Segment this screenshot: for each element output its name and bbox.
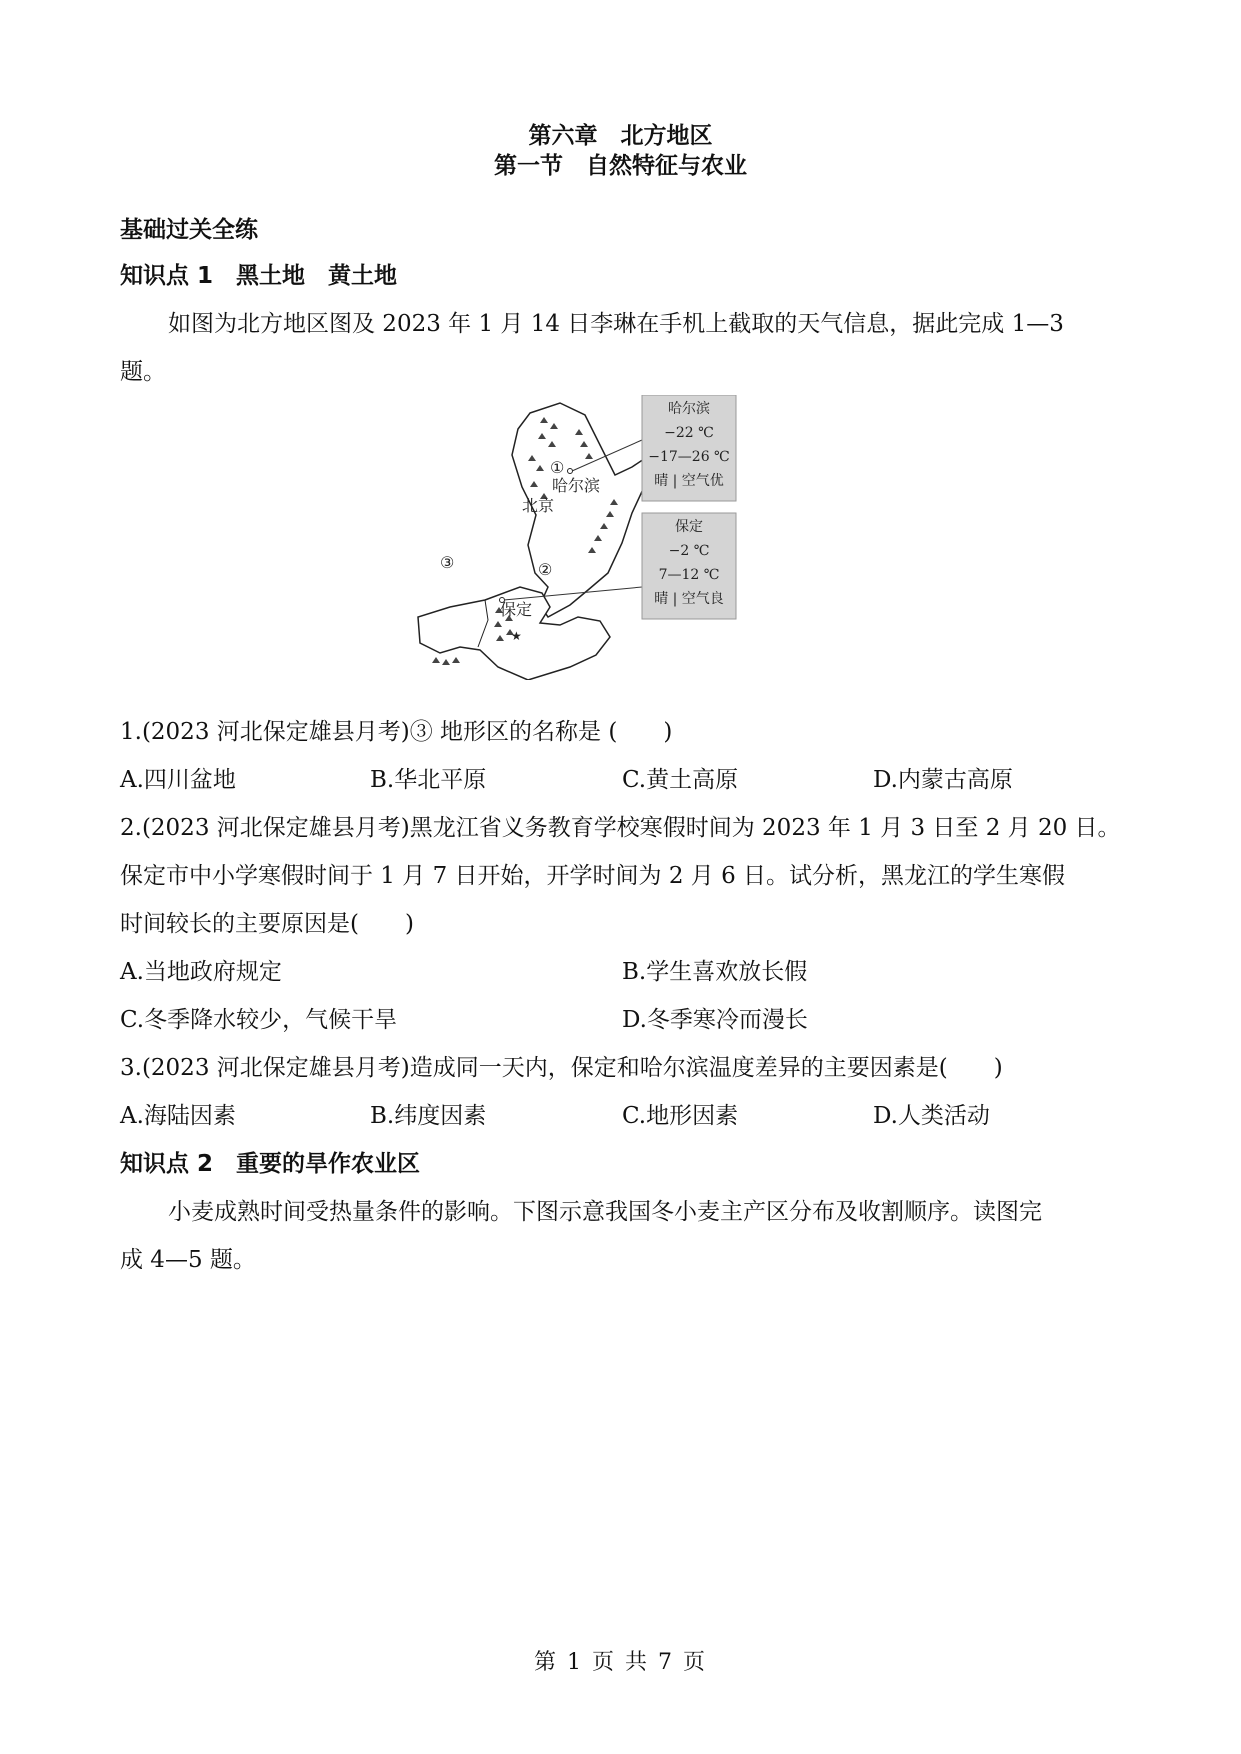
knowledge-point-2-heading: 知识点 2 重要的旱作农业区: [120, 1151, 421, 1177]
practice-heading: 基础过关全练: [120, 217, 258, 243]
question-3-option-b: B.纬度因素: [370, 1103, 487, 1129]
question-1-stem: 1.(2023 河北保定雄县月考)③ 地形区的名称是 ( ): [120, 719, 673, 745]
question-3-option-d: D.人类活动: [873, 1103, 990, 1129]
region-mark-1: ①: [550, 458, 565, 477]
baoding-box-temp: −2 ℃: [668, 543, 710, 559]
baoding-box-city: 保定: [675, 519, 703, 535]
question-2-stem-line-1: 2.(2023 河北保定雄县月考)黑龙江省义务教育学校寒假时间为 2023 年 1 月 3 日至 2 月 20 日。: [120, 815, 1121, 841]
intro-paragraph-1-line-1: 如图为北方地区图及 2023 年 1 月 14 日李琳在手机上截取的天气信息，据此完成 1—3: [168, 311, 1064, 337]
section-title: 第一节 自然特征与农业: [494, 153, 747, 179]
question-1-option-d: D.内蒙古高原: [873, 767, 1013, 793]
page-footer: 第 1 页 共 7 页: [534, 1650, 707, 1675]
harbin-box-temp: −22 ℃: [664, 425, 714, 441]
north-china-map-figure: [410, 395, 830, 680]
question-1-option-c: C.黄土高原: [622, 767, 739, 793]
chapter-title: 第六章 北方地区: [528, 123, 713, 149]
baoding-box-range: 7—12 ℃: [658, 567, 720, 583]
intro-paragraph-2-line-1: 小麦成熟时间受热量条件的影响。下图示意我国冬小麦主产区分布及收割顺序。读图完: [168, 1199, 1042, 1225]
harbin-box-weather: 晴 | 空气优: [654, 473, 724, 489]
question-3-stem: 3.(2023 河北保定雄县月考)造成同一天内，保定和哈尔滨温度差异的主要因素是( ): [120, 1055, 1003, 1081]
beijing-star-icon: ★: [511, 629, 522, 643]
label-harbin: 哈尔滨: [552, 476, 601, 495]
label-beijing: 北京: [522, 496, 555, 515]
knowledge-point-1-heading: 知识点 1 黑土地 黄土地: [120, 263, 398, 289]
question-2-option-d: D.冬季寒冷而漫长: [622, 1007, 808, 1033]
question-1-option-a: A.四川盆地: [120, 767, 236, 793]
harbin-box-city: 哈尔滨: [668, 401, 710, 417]
question-2-stem-line-2: 保定市中小学寒假时间于 1 月 7 日开始，开学时间为 2 月 6 日。试分析，黑龙江的学生寒假: [120, 863, 1066, 889]
question-1-option-b: B.华北平原: [370, 767, 487, 793]
harbin-box-range: −17—26 ℃: [648, 449, 730, 465]
region-mark-3: ③: [440, 553, 455, 572]
question-2-option-b: B.学生喜欢放长假: [622, 959, 808, 985]
intro-paragraph-1-line-2: 题。: [120, 359, 166, 385]
question-2-stem-line-3: 时间较长的主要原因是( ): [120, 911, 414, 937]
intro-paragraph-2-line-2: 成 4—5 题。: [120, 1247, 256, 1273]
region-mark-2: ②: [538, 560, 553, 579]
question-3-option-a: A.海陆因素: [120, 1103, 236, 1129]
baoding-box-weather: 晴 | 空气良: [654, 591, 724, 607]
question-3-option-c: C.地形因素: [622, 1103, 739, 1129]
question-2-option-c: C.冬季降水较少，气候干旱: [120, 1007, 398, 1033]
question-2-option-a: A.当地政府规定: [120, 959, 282, 985]
label-baoding: 保定: [500, 600, 533, 619]
